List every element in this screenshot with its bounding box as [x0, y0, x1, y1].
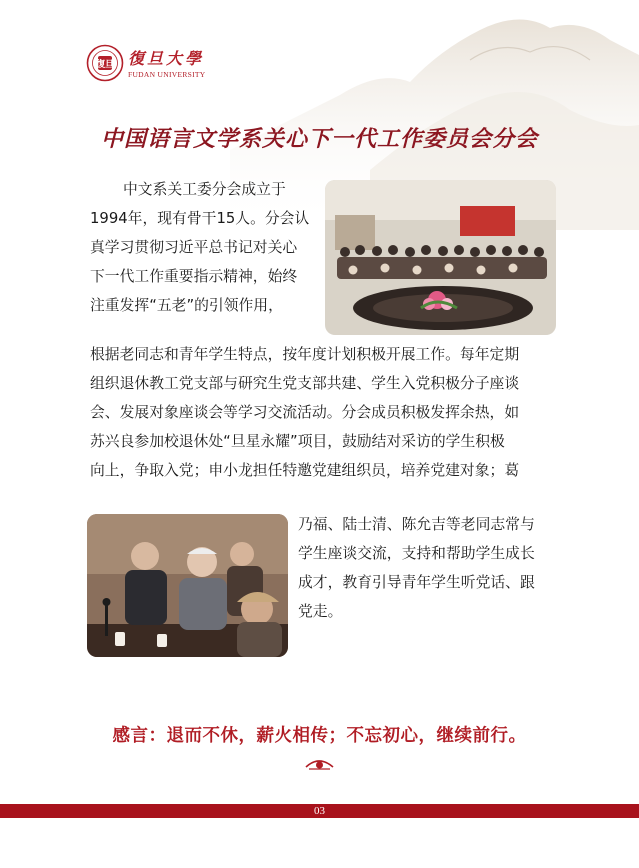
seminar-photo	[87, 514, 288, 657]
seal-text: 復旦	[95, 60, 115, 70]
paragraph-line: 下一代工作重要指示精神，始终	[90, 268, 298, 285]
paragraph-line: 党走。	[298, 603, 343, 620]
university-name-en: FUDAN UNIVERSITY	[128, 70, 206, 79]
paragraph-line: 学生座谈交流，支持和帮助学生成长	[298, 545, 535, 562]
group-photo	[325, 180, 556, 335]
paragraph-line: 成才，教育引导青年学生听党话、跟	[298, 574, 535, 591]
paragraph-line: 乃福、陆士清、陈允吉等老同志常与	[298, 516, 535, 533]
university-name-cn: 復旦大學	[128, 49, 205, 68]
page-number: 03	[314, 805, 325, 817]
paragraph-line: 真学习贯彻习近平总书记对关心	[90, 239, 298, 256]
paragraph-line: 苏兴良参加校退休处“旦星永耀”项目，鼓励结对采访的学生积极	[90, 433, 505, 450]
scroll-ornament-icon	[303, 753, 336, 773]
paragraph-line: 中文系关工委分会成立于	[123, 181, 286, 198]
paragraph-line: 注重发挥“五老”的引领作用，	[90, 297, 283, 314]
paragraph-line: 会、发展对象座谈会等学习交流活动。分会成员积极发挥余热，如	[90, 404, 520, 421]
paragraph-line: 1994年，现有骨干15人。分会认	[90, 210, 310, 227]
motto-text: 感言：退而不休，薪火相传；不忘初心，继续前行。	[112, 726, 527, 746]
paragraph-line: 根据老同志和青年学生特点，按年度计划积极开展工作。每年定期	[90, 346, 520, 363]
page-title: 中国语言文学系关心下一代工作委员会分会	[100, 126, 538, 152]
fudan-logo	[86, 44, 211, 84]
fudan-seal-icon	[86, 44, 124, 82]
paragraph-line: 组织退休教工党支部与研究生党支部共建、学生入党积极分子座谈	[90, 375, 520, 392]
paragraph-line: 向上，争取入党；申小龙担任特邀党建组织员，培养党建对象；葛	[90, 462, 520, 479]
